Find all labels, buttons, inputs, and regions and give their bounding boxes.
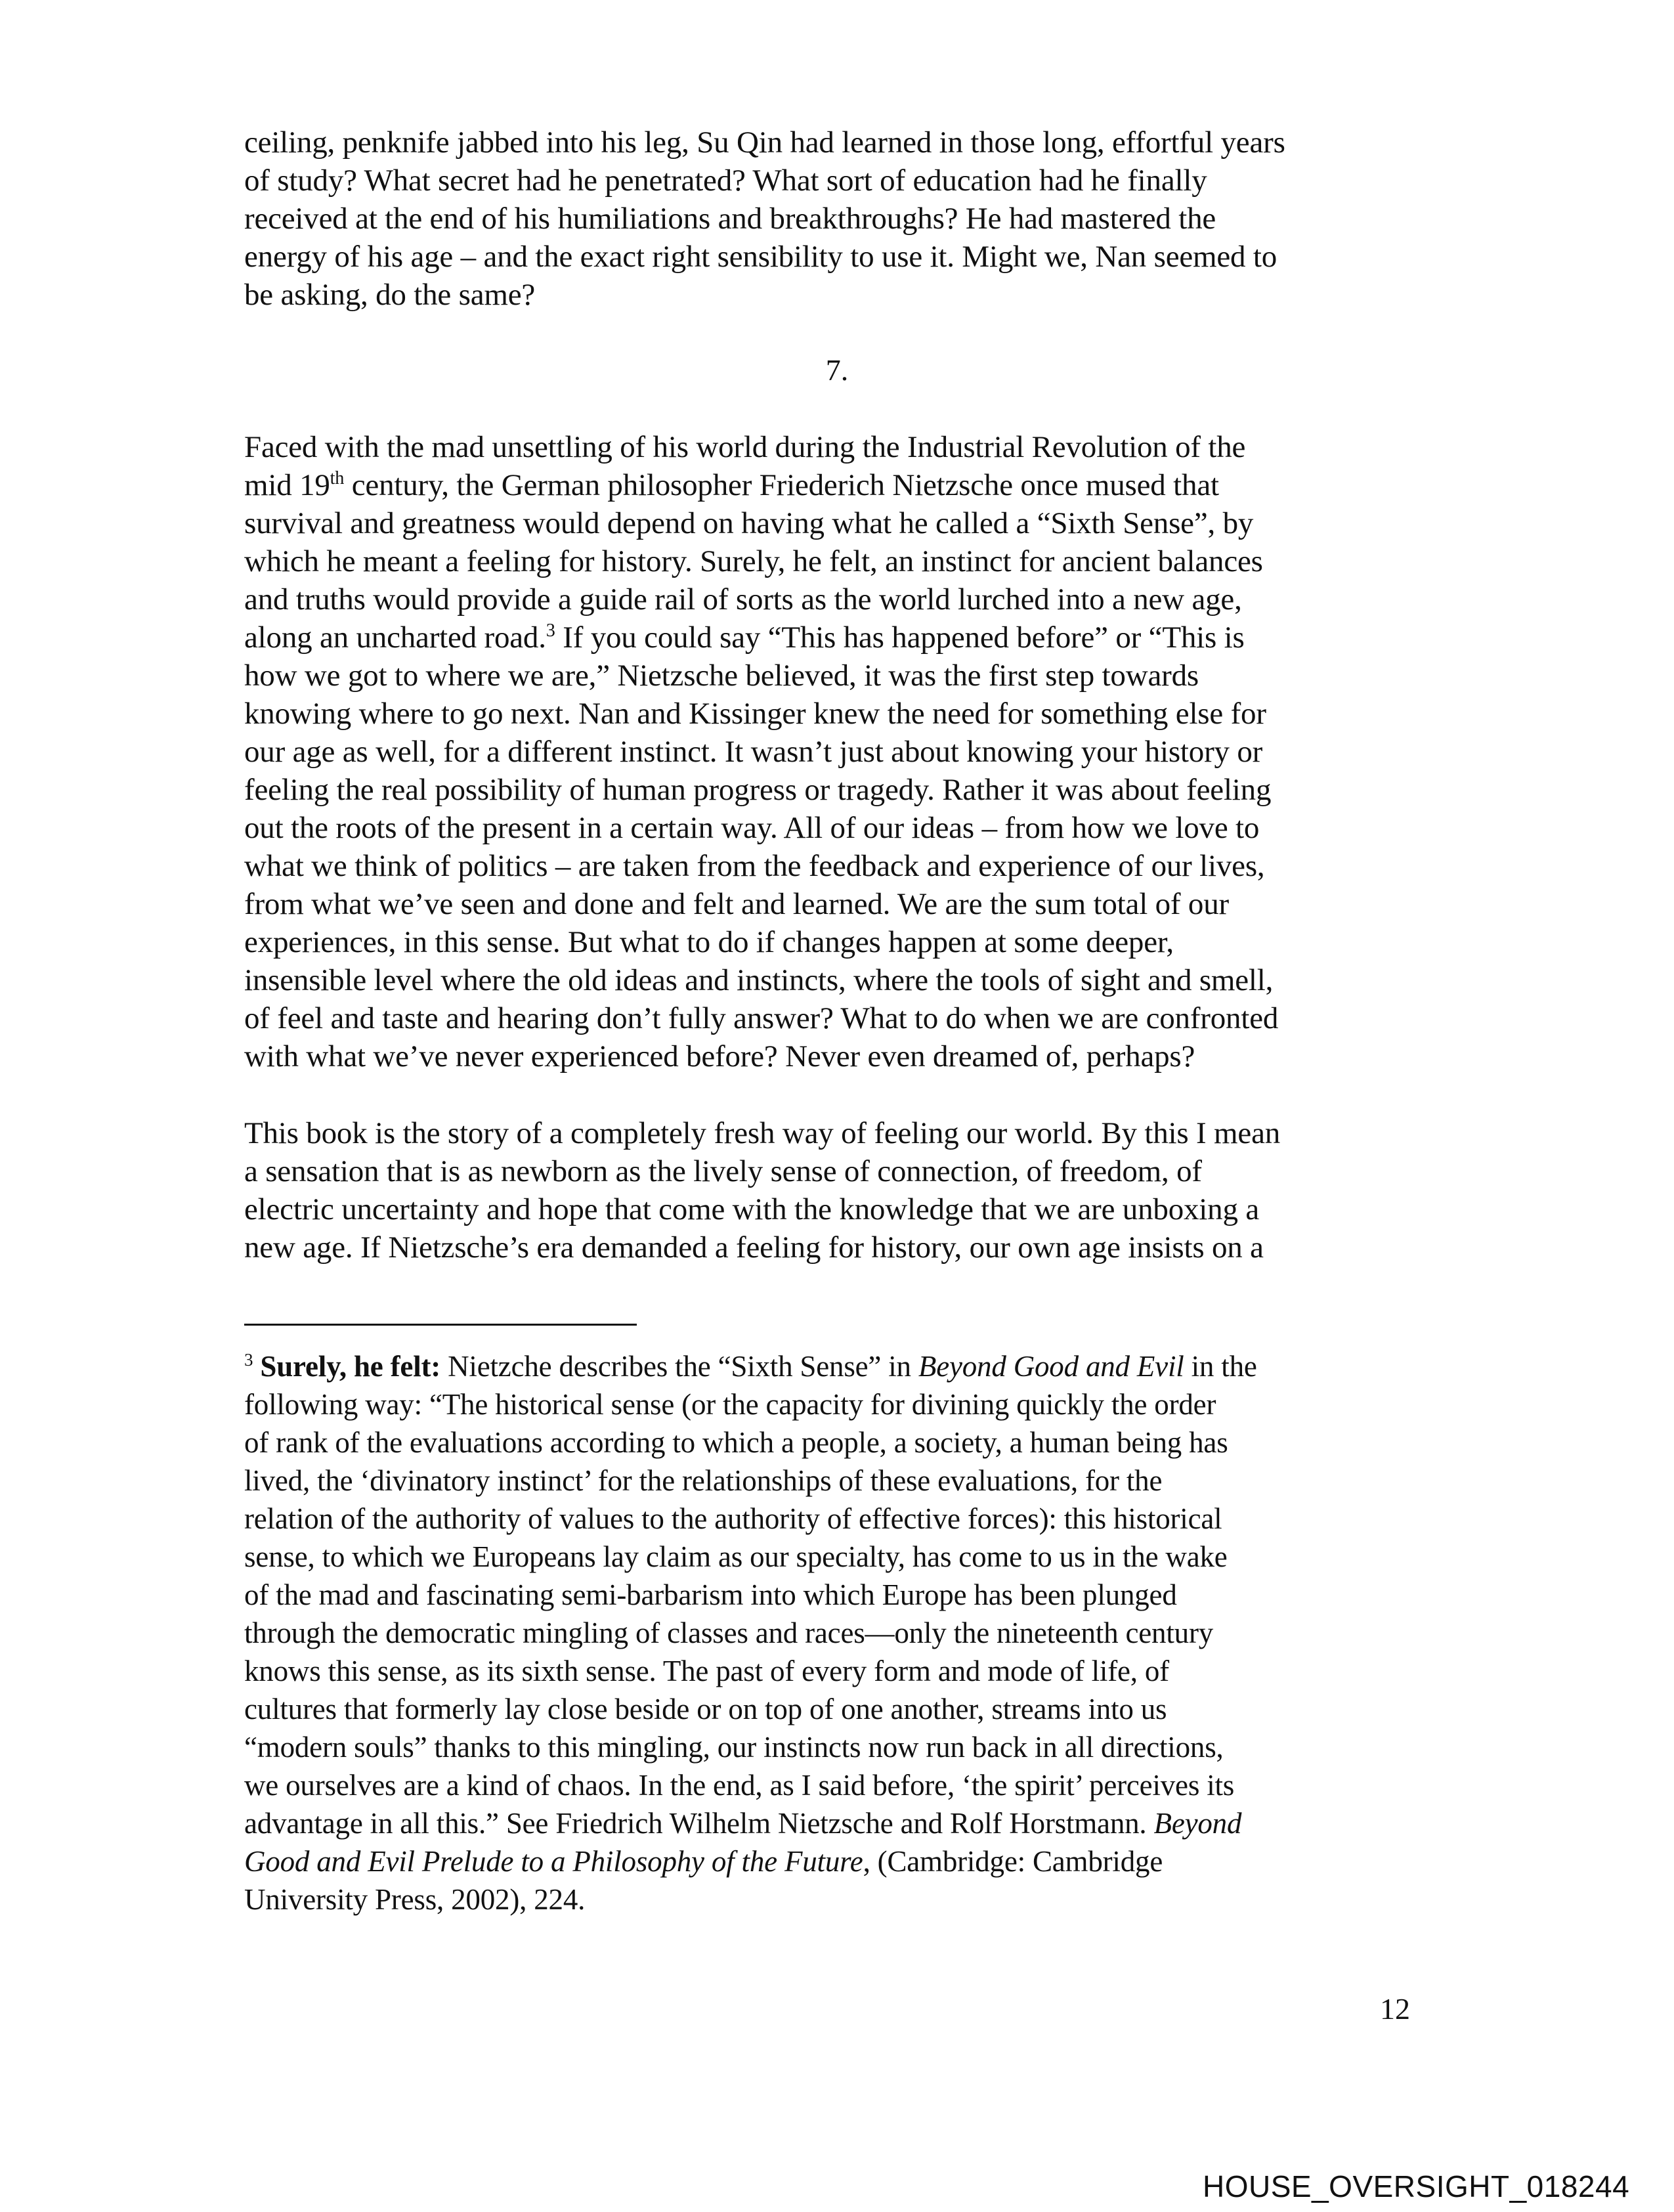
text-line: relation of the authority of values to the authority of effective forces): this historical <box>244 1502 1222 1535</box>
text-line: electric uncertainty and hope that come with the knowledge that we are unboxing a <box>244 1192 1259 1226</box>
text-line: “modern souls” thanks to this mingling, our instincts now run back in all directions, <box>244 1731 1224 1764</box>
book-title: Beyond <box>1153 1807 1242 1840</box>
bates-number: HOUSE_OVERSIGHT_018244 <box>1203 2169 1630 2203</box>
text-line: experiences, in this sense. But what to do if changes happen at some deeper, <box>244 925 1174 959</box>
footnote-reference[interactable]: 3 <box>546 620 555 641</box>
text-line <box>244 618 1245 657</box>
text-line: be asking, do the same? <box>244 278 536 312</box>
text-line: following way: “The historical sense (or the capacity for divining quickly the order <box>244 1388 1216 1421</box>
footnote-marker: 3 <box>244 1349 253 1370</box>
text-line: which he meant a feeling for history. Surely, he felt, an instinct for ancient balances <box>244 544 1263 578</box>
text-line: of feel and taste and hearing don’t fully answer? What to do when we are confronted <box>244 1001 1279 1035</box>
book-title: Good and Evil Prelude to a Philosophy of the Future <box>244 1845 863 1878</box>
text-line: energy of his age – and the exact right sensibility to use it. Might we, Nan seemed to <box>244 240 1277 274</box>
text-line: through the democratic mingling of classes and races—only the nineteenth century <box>244 1616 1214 1649</box>
text-run: mid 19 <box>244 468 330 502</box>
text-run: advantage in all this.” See Friedrich Wilhelm Nietzsche and Rolf Horstmann. <box>244 1807 1154 1840</box>
text-line: a sensation that is as newborn as the lively sense of connection, of freedom, of <box>244 1154 1202 1188</box>
text-line: from what we’ve seen and done and felt and learned. We are the sum total of our <box>244 887 1229 921</box>
text-line: received at the end of his humiliations and breakthroughs? He had mastered the <box>244 202 1216 236</box>
text-run: If you could say “This has happened before” or “This is <box>555 620 1245 655</box>
text-line: our age as well, for a different instinct. It wasn’t just about knowing your history or <box>244 735 1263 769</box>
text-line: knowing where to go next. Nan and Kissinger knew the need for something else for <box>244 697 1266 731</box>
text-line: survival and greatness would depend on having what he called a “Sixth Sense”, by <box>244 506 1254 540</box>
text-line: sense, to which we Europeans lay claim as our specialty, has come to us in the wake <box>244 1540 1228 1573</box>
text-line: we ourselves are a kind of chaos. In the end, as I said before, ‘the spirit’ perceives its <box>244 1769 1235 1802</box>
text-line: This book is the story of a completely fresh way of feeling our world. By this I mean <box>244 1116 1281 1150</box>
ordinal-superscript: th <box>330 468 345 489</box>
text-run: Nietzche describes the “Sixth Sense” in <box>440 1350 918 1383</box>
text-line: what we think of politics – are taken from the feedback and experience of our lives, <box>244 849 1265 883</box>
text-run: along an uncharted road. <box>244 620 546 655</box>
footnote-separator <box>244 1324 637 1326</box>
text-line: knows this sense, as its sixth sense. The past of every form and mode of life, of <box>244 1655 1169 1687</box>
text-run: in the <box>1184 1350 1257 1383</box>
text-line: feeling the real possibility of human progress or tragedy. Rather it was about feeling <box>244 773 1272 807</box>
text-line: of rank of the evaluations according to which a people, a society, a human being has <box>244 1426 1228 1459</box>
text-line: cultures that formerly lay close beside or on top of one another, streams into us <box>244 1693 1167 1725</box>
section-number: 7. <box>825 353 849 387</box>
text-line <box>244 466 1219 504</box>
text-line: with what we’ve never experienced before? Never even dreamed of, perhaps? <box>244 1039 1195 1073</box>
text-line: and truths would provide a guide rail of sorts as the world lurched into a new age, <box>244 582 1242 617</box>
page-number: 12 <box>1380 1992 1410 2026</box>
text-line: Faced with the mad unsettling of his world during the Industrial Revolution of the <box>244 430 1246 464</box>
book-title: Beyond Good and Evil <box>918 1350 1184 1383</box>
text-line: of study? What secret had he penetrated? What sort of education had he finally <box>244 163 1207 198</box>
text-run: , (Cambridge: Cambridge <box>863 1845 1163 1878</box>
text-run: century, the German philosopher Friederich Nietzsche once mused that <box>344 468 1219 502</box>
text-line: how we got to where we are,” Nietzsche believed, it was the first step towards <box>244 659 1199 693</box>
text-line: of the mad and fascinating semi-barbarism into which Europe has been plunged <box>244 1578 1177 1611</box>
text-line: University Press, 2002), 224. <box>244 1883 586 1916</box>
text-line: out the roots of the present in a certain way. All of our ideas – from how we love to <box>244 811 1260 845</box>
text-line <box>244 1804 1241 1842</box>
footnote-lead: Surely, he felt: <box>260 1350 441 1383</box>
text-line: ceiling, penknife jabbed into his leg, Su Qin had learned in those long, effortful years <box>244 125 1285 160</box>
text-line <box>244 1347 1257 1385</box>
text-line: lived, the ‘divinatory instinct’ for the relationships of these evaluations, for the <box>244 1464 1163 1497</box>
text-line: new age. If Nietzsche’s era demanded a feeling for history, our own age insists on a <box>244 1230 1264 1265</box>
text-line <box>244 1842 1163 1880</box>
text-line: insensible level where the old ideas and instincts, where the tools of sight and smell, <box>244 963 1274 997</box>
